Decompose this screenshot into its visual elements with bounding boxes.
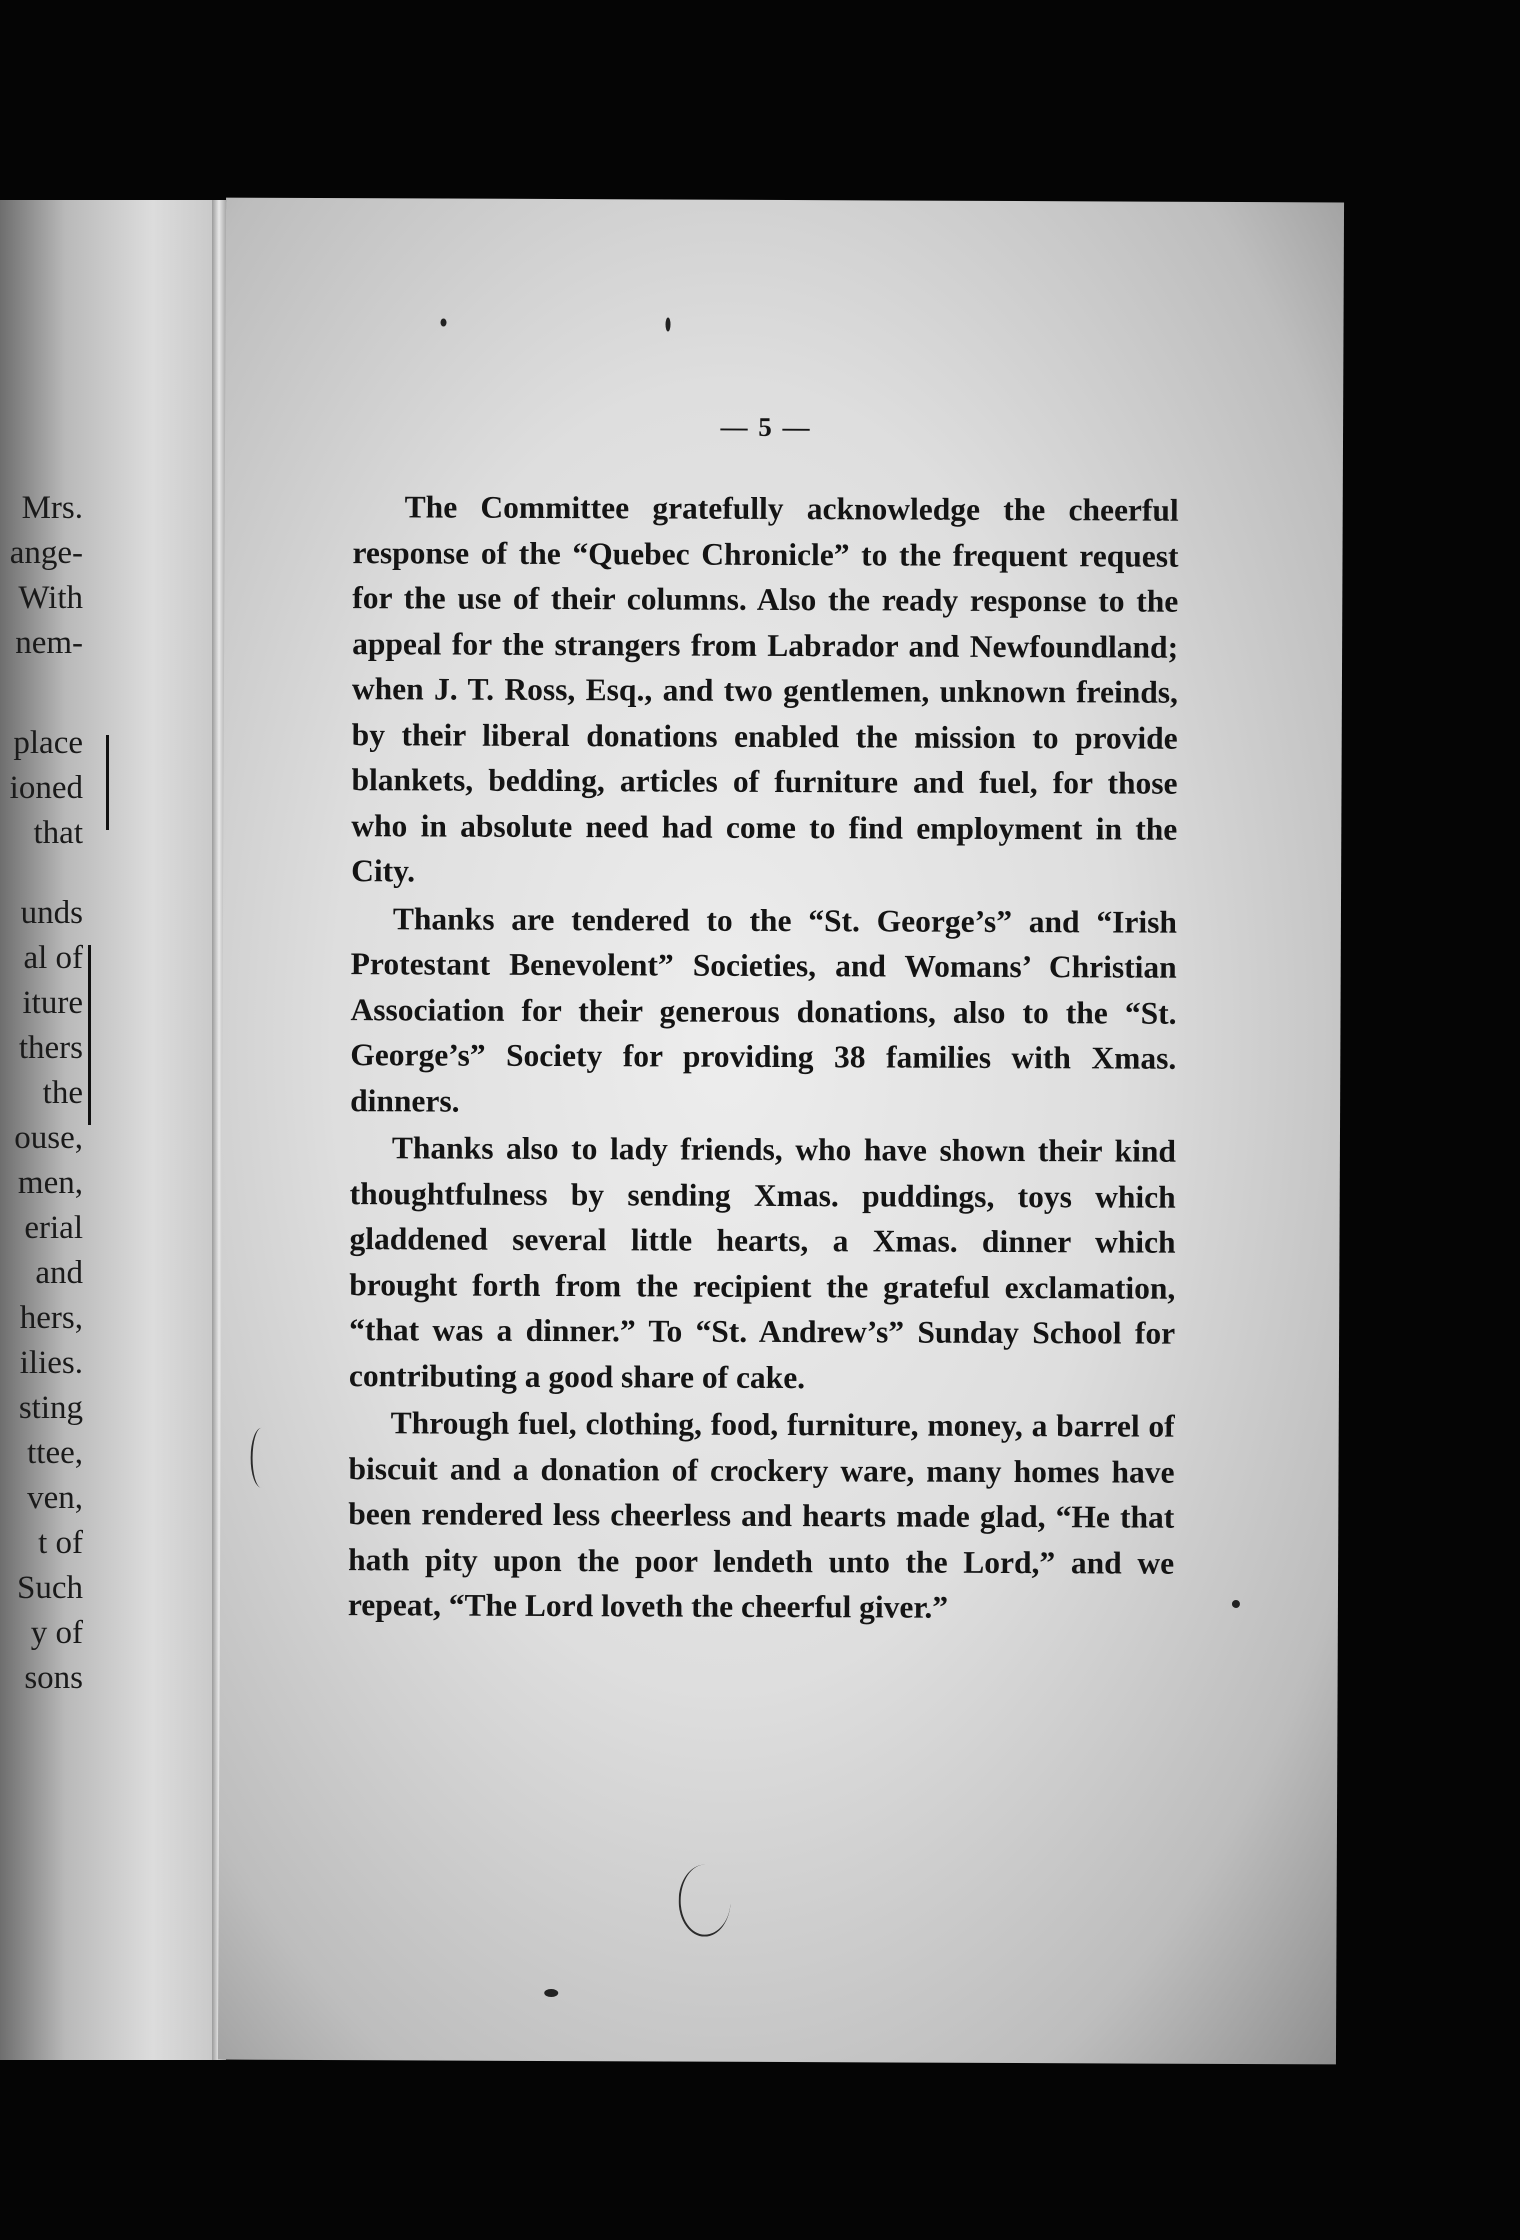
left-line: Mrs. xyxy=(21,490,83,526)
left-line: ouse, xyxy=(14,1120,83,1156)
left-line: ioned xyxy=(9,770,83,806)
paragraph-lady-friends-thanks: Thanks also to lady friends, who have shown their kind thoughtfulness by sending Xmas. puddings, toys which gladdened several little hearts, a Xmas. dinner which brought forth from the recipient the grateful exclamation, “that was a dinner.” To “St. Andrew’s” Sunday School for contributing a good share of cake. xyxy=(348,1130,1176,1395)
left-line: the xyxy=(42,1075,83,1111)
film-speck xyxy=(1232,1600,1240,1608)
left-line: al of xyxy=(23,940,83,976)
left-line: t of xyxy=(38,1525,83,1561)
left-line: With xyxy=(18,580,83,616)
right-page xyxy=(218,198,1344,2065)
film-speck xyxy=(665,317,670,331)
margin-bracket xyxy=(88,945,91,1125)
left-line: men, xyxy=(17,1165,83,1201)
left-line: y of xyxy=(30,1615,83,1651)
left-line: and xyxy=(35,1255,83,1291)
page-number: — 5 — xyxy=(720,411,812,443)
left-line: place xyxy=(13,725,83,761)
paragraph-closing: Through fuel, clothing, food, furniture, money, a barrel of biscuit and a donation of crockery ware, many homes have been rendered less cheerless and hearts made glad, “He that hath pity upon the poor lendeth unto the Lord,” and we repeat, “The Lord loveth the cheerful giver.” xyxy=(347,1405,1175,1625)
left-line: ven, xyxy=(27,1480,83,1516)
film-scratch xyxy=(250,1428,272,1488)
left-line: sons xyxy=(24,1660,83,1696)
margin-bracket xyxy=(106,735,109,830)
body-text xyxy=(348,484,1179,1633)
paragraph-committee-acknowledgement: The Committee gratefully acknowledge the cheerful response of the “Quebec Chronicle” to the frequent request for the use of their columns. Also the ready response to the appeal for the strangers from Labrador and Newfoundland; when J. T. Ross, Esq., and two gentlemen, unknown freinds, by their liberal donations enabled the mission to provide blankets, bedding, articles of furniture and fuel, for those who in absolute need had come to find employment in the City. xyxy=(351,489,1179,889)
film-scratch xyxy=(678,1865,730,1937)
left-line: ttee, xyxy=(27,1435,83,1471)
page-content xyxy=(347,198,1180,1625)
left-line: hers, xyxy=(19,1300,83,1336)
film-speck xyxy=(544,1989,558,1997)
left-line: that xyxy=(33,815,83,851)
paragraph-societies-thanks: Thanks are tendered to the “St. George’s” and “Irish Protestant Benevolent” Societies, and Womans’ Christian Association for their generous donations, also to the “St. George’s” Society for providing 38 families with Xmas. dinners. xyxy=(350,900,1177,1119)
film-speck xyxy=(441,319,447,327)
left-page-fragment xyxy=(0,200,218,2060)
left-line: thers xyxy=(18,1030,83,1066)
left-line: ilies. xyxy=(19,1345,83,1381)
left-line: Such xyxy=(17,1570,83,1606)
left-line: ange- xyxy=(9,535,83,571)
left-line: sting xyxy=(18,1390,83,1426)
left-page-text-column xyxy=(0,200,218,2060)
left-line: erial xyxy=(24,1210,83,1246)
left-line: iture xyxy=(22,985,83,1021)
left-line: unds xyxy=(20,895,83,931)
left-line: nem- xyxy=(15,625,83,661)
